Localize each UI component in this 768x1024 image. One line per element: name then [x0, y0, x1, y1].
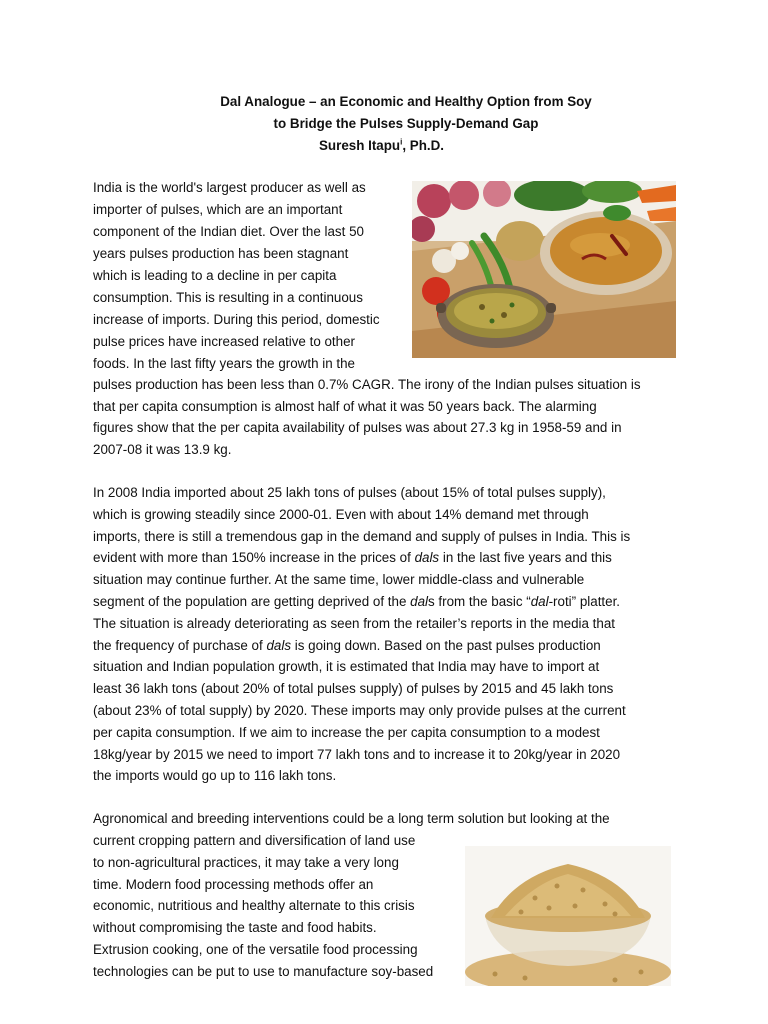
para2-line: (about 23% of total supply) by 2020. These imports may only provide pulses at the current [93, 703, 626, 718]
para2-text: the frequency of purchase of [93, 638, 267, 653]
para1-line: that per capita consumption is almost half of what it was 50 years back. The alarming [93, 399, 597, 414]
para3-line: time. Modern food processing methods offer an [93, 877, 374, 892]
dal-term: dals [266, 638, 292, 653]
para1-line: pulse prices have increased relative to other [93, 334, 356, 349]
para2-line: 18kg/year by 2015 we need to import 77 lakh tons and to increase it to 20kg/year in 2020 [93, 747, 621, 762]
para1-line: India is the world's largest producer as well as [93, 180, 366, 195]
para1-line: pulses production has been less than 0.7% CAGR. The irony of the Indian pulses situation is [93, 377, 641, 392]
dal-term: dal [410, 594, 429, 609]
para3-line: economic, nutritious and healthy alternate to this crisis [93, 898, 415, 913]
para2-line [93, 593, 620, 611]
para2-text: -roti” platter. [548, 594, 621, 609]
para1-line: component of the Indian diet. Over the last 50 [93, 224, 364, 239]
para2-line: imports, there is still a tremendous gap in the demand and supply of pulses in India. This is [93, 529, 631, 544]
para1-line: figures show that the per capita availability of pulses was about 27.3 kg in 1958-59 and in [93, 420, 622, 435]
author-name: Suresh Itapu [319, 138, 401, 153]
title-line-1: Dal Analogue – an Economic and Healthy Option from Soy [220, 94, 592, 109]
para2-line: situation may continue further. At the same time, lower middle-class and vulnerable [93, 572, 585, 587]
para2-line [93, 549, 612, 567]
para2-line [93, 637, 601, 655]
para3-line: Extrusion cooking, one of the versatile food processing [93, 942, 418, 957]
para1-line: foods. In the last fifty years the growth in the [93, 356, 356, 371]
para2-line: least 36 lakh tons (about 20% of total pulses supply) of pulses by 2015 and 45 lakh tons [93, 681, 614, 696]
para1-line: consumption. This is resulting in a continuous [93, 290, 363, 305]
author-footnote-mark[interactable]: i [400, 137, 403, 147]
para1-line: increase of imports. During this period, domestic [93, 312, 380, 327]
para1-line: 2007-08 it was 13.9 kg. [93, 442, 232, 457]
para3-line: to non-agricultural practices, it may take a very long [93, 855, 399, 870]
para2-line: which is growing steadily since 2000-01. Even with about 14% demand met through [93, 507, 589, 522]
para2-line: In 2008 India imported about 25 lakh tons of pulses (about 15% of total pulses supply), [93, 485, 606, 500]
para3-line: Agronomical and breeding interventions could be a long term solution but looking at the [93, 811, 610, 826]
para2-text: in the last five years and this [439, 550, 612, 565]
para2-text: s from the basic “ [428, 594, 531, 609]
para2-line: the imports would go up to 116 lakh tons. [93, 768, 337, 783]
lentil-bowl-photo [465, 846, 671, 986]
para3-line: without compromising the taste and food habits. [93, 920, 377, 935]
para2-text: is going down. Based on the past pulses production [291, 638, 601, 653]
para2-line: The situation is already deteriorating as seen from the retailer’s reports in the media that [93, 616, 616, 631]
para1-line: which is leading to a decline in per capita [93, 268, 337, 283]
dal-term: dals [414, 550, 440, 565]
para2-line: situation and Indian population growth, it is estimated that India may have to import at [93, 659, 600, 674]
dal-term: dal [530, 594, 549, 609]
para2-line: per capita consumption. If we aim to increase the per capita consumption to a modest [93, 725, 600, 740]
para1-line: importer of pulses, which are an important [93, 202, 343, 217]
para3-line: technologies can be put to use to manufacture soy-based [93, 964, 434, 979]
title-line-2: to Bridge the Pulses Supply-Demand Gap [273, 116, 539, 131]
para2-text: evident with more than 150% increase in the prices of [93, 550, 415, 565]
dal-dishes-photo [412, 181, 676, 358]
para1-line: years pulses production has been stagnant [93, 246, 349, 261]
para3-line: current cropping pattern and diversification of land use [93, 833, 416, 848]
author-degree: , Ph.D. [402, 138, 445, 153]
para2-text: segment of the population are getting deprived of the [93, 594, 411, 609]
